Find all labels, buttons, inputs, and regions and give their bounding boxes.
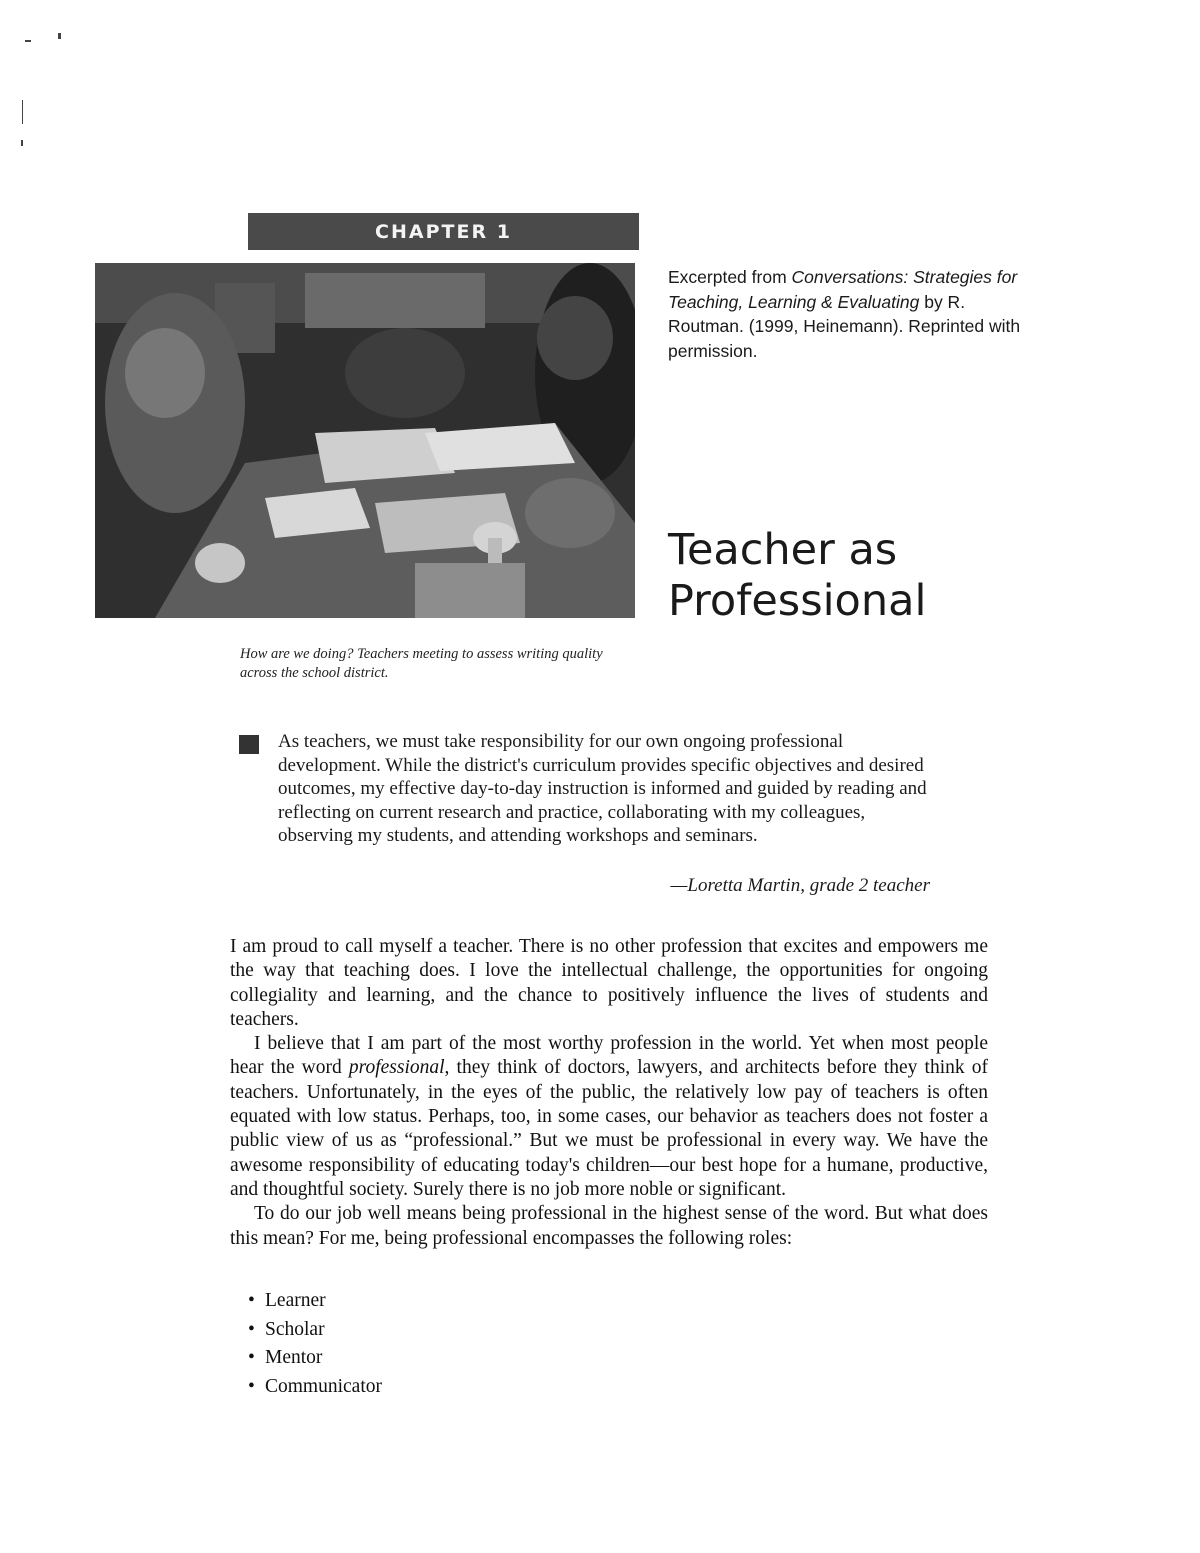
excerpt-book-title: Conversations: Strategies for Teaching, Learning & Evaluating — [668, 267, 1018, 312]
paragraph-2 — [230, 1032, 988, 1202]
quote-square-marker — [239, 735, 259, 754]
body-text — [230, 935, 988, 1251]
excerpt-note — [668, 265, 1028, 363]
scan-mark — [58, 33, 61, 39]
chapter-title — [668, 525, 1068, 627]
roles-list — [248, 1287, 382, 1401]
chapter-label: CHAPTER 1 — [375, 220, 512, 243]
list-item: • Mentor — [248, 1344, 382, 1373]
epigraph-quote: As teachers, we must take responsibility for our own ongoing professional development. While the district's curriculum provides specific objectives and desired outcomes, my effective day-to-day instruction is informed and guided by reading and reflecting on current research and practice, collaborating with my colleagues, observing my students, and attending workshops and seminars. — [278, 731, 927, 846]
quote-attribution: —Loretta Martin, grade 2 teacher — [670, 875, 930, 896]
list-item: • Scholar — [248, 1316, 382, 1345]
paragraph-1: I am proud to call myself a teacher. There is no other profession that excites and empowers me the way that teaching does. I love the intellectual challenge, the opportunities for ongoing collegiality and learning, and the chance to positively influence the lives of students and teachers. — [230, 936, 988, 1030]
list-item: • Learner — [248, 1287, 382, 1316]
scan-mark — [22, 100, 23, 124]
photo-illustration — [95, 263, 635, 618]
photo-caption: How are we doing? Teachers meeting to assess writing quality across the school district. — [240, 646, 603, 681]
excerpt-prefix: Excerpted from — [668, 267, 792, 287]
paragraph-2-start: I believe that I am part of the most worthy profession in the world. Yet when most people hear the word — [230, 1033, 988, 1079]
paragraph-3: To do our job well means being professional in the highest sense of the word. But what does this mean? For me, being professional encompasses the following roles: — [230, 1203, 988, 1249]
list-item: • Communicator — [248, 1373, 382, 1402]
paragraph-2-emphasis: professional — [348, 1057, 445, 1079]
chapter-title-line1: Teacher as — [668, 525, 898, 575]
excerpt-suffix: by R. Routman. (1999, Heinemann). Reprinted with permission. — [668, 291, 1021, 361]
chapter-title-line2: Professional — [668, 576, 927, 626]
photo-teachers-meeting — [95, 263, 635, 618]
paragraph-2-end: , they think of doctors, lawyers, and architects before they think of teachers. Unfortunately, in the eyes of the public, the relatively low pay of teachers is often equated with low status. Perhaps, too, in some cases, our behavior as teachers does not foster a public view of us as “professional.” But we must be professional in every way. We have the awesome responsibility of educating today's children—our best hope for a humane, productive, and thoughtful society. Surely there is no job more noble or significant. — [230, 1057, 989, 1200]
chapter-heading-bar — [248, 213, 639, 250]
scan-mark — [25, 40, 31, 42]
scan-mark — [21, 140, 23, 146]
